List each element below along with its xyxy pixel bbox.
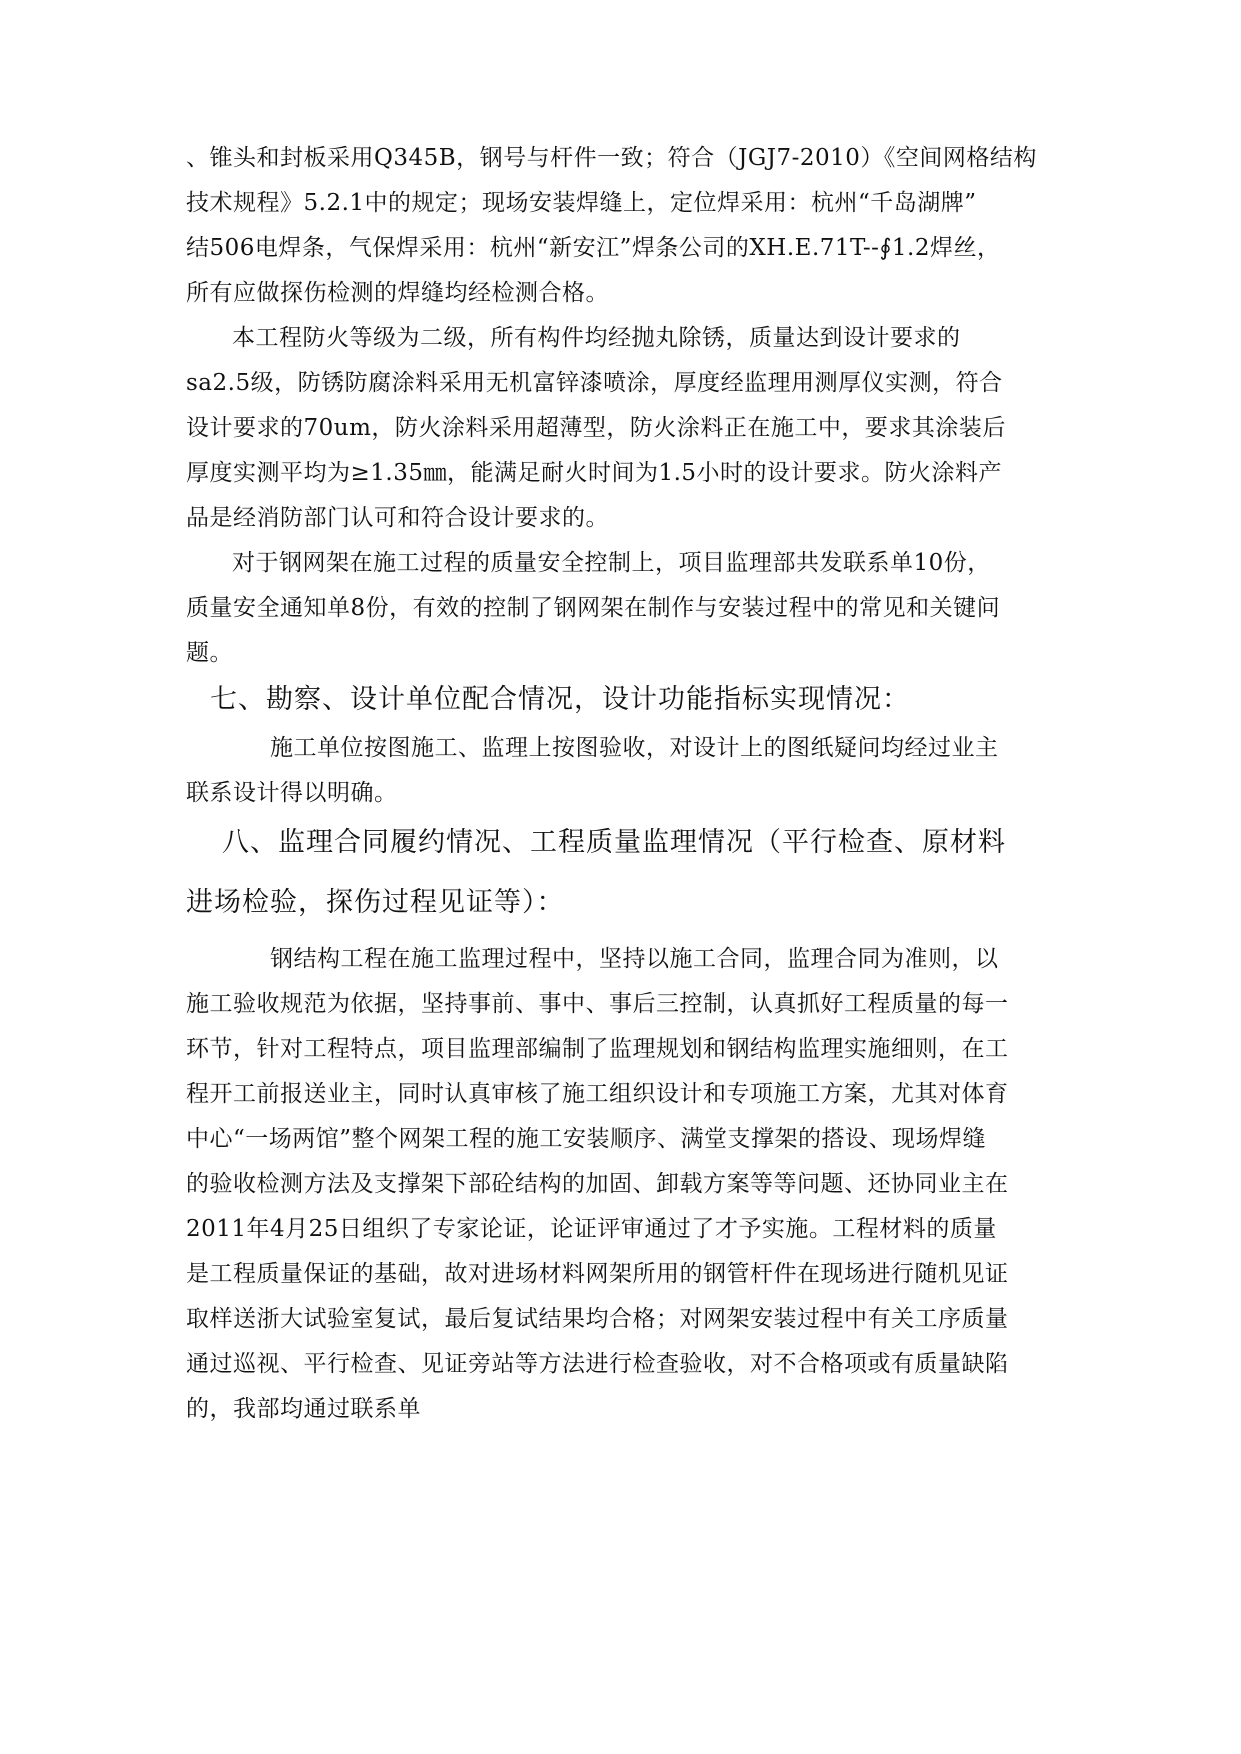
text-line: 题。 xyxy=(186,640,233,666)
section-heading-8: 八、监理合同履约情况、工程质量监理情况（平行检查、原材料 xyxy=(222,827,1006,858)
text-line: 施工验收规范为依据，坚持事前、事中、事后三控制，认真抓好工程质量的每一 xyxy=(186,991,1009,1017)
text-line: 所有应做探伤检测的焊缝均经检测合格。 xyxy=(186,280,609,306)
text-line: 技术规程》5.2.1中的规定；现场安装焊缝上，定位焊采用：杭州“千岛湖牌” xyxy=(186,190,977,216)
text-line: 2011年4月25日组织了专家论证，论证评审通过了才予实施。工程材料的质量 xyxy=(186,1216,997,1242)
section-heading-7: 七、勘察、设计单位配合情况，设计功能指标实现情况： xyxy=(210,684,910,715)
text-line: 品是经消防部门认可和符合设计要求的。 xyxy=(186,505,609,531)
text-line: 钢结构工程在施工监理过程中，坚持以施工合同，监理合同为准则，以 xyxy=(270,946,999,972)
text-line: 对于钢网架在施工过程的质量安全控制上，项目监理部共发联系单10份， xyxy=(232,550,991,576)
text-line: sa2.5级，防锈防腐涂料采用无机富锌漆喷涂，厚度经监理用测厚仪实测，符合 xyxy=(186,370,1003,396)
section-heading-8-cont: 进场检验，探伤过程见证等）： xyxy=(186,887,565,918)
text-line: 本工程防火等级为二级，所有构件均经抛丸除锈，质量达到设计要求的 xyxy=(232,325,961,351)
text-line: 、锥头和封板采用Q345B，钢号与杆件一致；符合（JGJ7-2010）《空间网格结构 xyxy=(186,145,1037,171)
text-line: 厚度实测平均为≥1.35㎜，能满足耐火时间为1.5小时的设计要求。防火涂料产 xyxy=(186,460,1003,486)
text-line: 的验收检测方法及支撑架下部砼结构的加固、卸载方案等等问题、还协同业主在 xyxy=(186,1171,1009,1197)
text-line: 程开工前报送业主，同时认真审核了施工组织设计和专项施工方案，尤其对体育 xyxy=(186,1081,1009,1107)
text-line: 结506电焊条，气保焊采用：杭州“新安江”焊条公司的XH.E.71T--∮1.2焊丝， xyxy=(186,235,1001,261)
text-line: 环节，针对工程特点，项目监理部编制了监理规划和钢结构监理实施细则，在工 xyxy=(186,1036,1009,1062)
text-line: 设计要求的70um，防火涂料采用超薄型，防火涂料正在施工中，要求其涂装后 xyxy=(186,415,1006,441)
text-line: 通过巡视、平行检查、见证旁站等方法进行检查验收，对不合格项或有质量缺陷 xyxy=(186,1351,1009,1377)
text-line: 中心“一场两馆”整个网架工程的施工安装顺序、满堂支撑架的搭设、现场焊缝 xyxy=(186,1126,987,1152)
text-line: 取样送浙大试验室复试，最后复试结果均合格；对网架安装过程中有关工序质量 xyxy=(186,1306,1009,1332)
text-line: 是工程质量保证的基础，故对进场材料网架所用的钢管杆件在现场进行随机见证 xyxy=(186,1261,1009,1287)
text-line: 的，我部均通过联系单 xyxy=(186,1396,421,1422)
text-line: 联系设计得以明确。 xyxy=(186,780,398,806)
text-line: 质量安全通知单8份，有效的控制了钢网架在制作与安装过程中的常见和关键问 xyxy=(186,595,1001,621)
text-line: 施工单位按图施工、监理上按图验收，对设计上的图纸疑问均经过业主 xyxy=(270,735,999,761)
